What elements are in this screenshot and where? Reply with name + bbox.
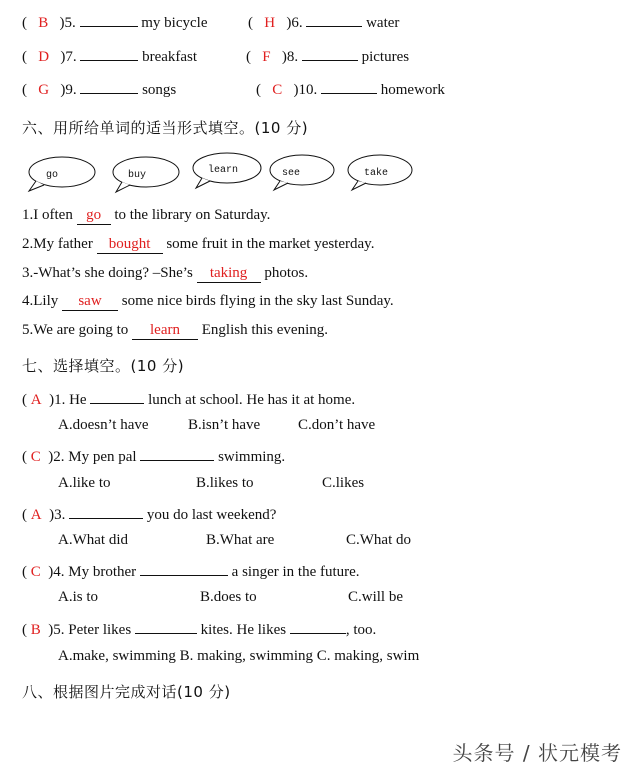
answer-letter: A <box>30 392 42 408</box>
matching-row-3-right: ( C )10. homework <box>256 79 445 99</box>
answer-letter: G <box>38 82 50 98</box>
item-number: )5. <box>59 15 76 31</box>
matching-row-2-right: ( F )8. pictures <box>246 46 409 66</box>
item-text: 2.My father <box>22 236 97 252</box>
matching-row-1: ( B )5. my bicycle <box>22 12 208 32</box>
question-text: )3. <box>49 507 70 523</box>
answer-blank: bought <box>97 236 163 254</box>
item-word: my bicycle <box>141 15 208 31</box>
choice-option-2a: A.like to <box>58 475 111 491</box>
item-word: homework <box>380 82 445 98</box>
blank-line <box>80 46 138 61</box>
choice-option-3b: B.What are <box>206 532 275 548</box>
question-text: )1. He <box>49 392 91 408</box>
bubble-word: see <box>282 168 301 179</box>
choice-option-4b: B.does to <box>200 589 257 605</box>
choice-question-5: ( B )5. Peter likes kites. He likes , too. <box>22 619 376 639</box>
item-number: )10. <box>293 82 318 98</box>
blank-line <box>135 619 197 634</box>
answer-blank: taking <box>197 265 261 283</box>
watermark: 头条号 / 状元模考 <box>452 741 622 765</box>
bubble-word: buy <box>128 170 147 181</box>
answer-letter: C <box>30 564 41 580</box>
fill-item-4 <box>22 293 394 311</box>
bubble-word: take <box>364 168 389 179</box>
blank-line <box>306 12 362 27</box>
question-text: you do last weekend? <box>143 507 277 523</box>
choice-question-1: ( A )1. He lunch at school. He has it at home. <box>22 389 355 409</box>
answer-letter: C <box>272 82 283 98</box>
item-text: 1.I often <box>22 207 77 223</box>
choice-option-2c: C.likes <box>322 475 365 491</box>
item-number: )6. <box>286 15 303 31</box>
fill-item-1 <box>22 207 270 225</box>
question-text: )4. My brother <box>48 564 140 580</box>
question-text: )5. Peter likes <box>48 622 135 638</box>
item-text: 4.Lily <box>22 293 62 309</box>
item-word: water <box>366 15 400 31</box>
choice-question-3: ( A )3. you do last weekend? <box>22 504 276 524</box>
blank-line <box>321 79 377 94</box>
fill-item-5 <box>22 322 328 340</box>
choice-question-4: ( C )4. My brother a singer in the future. <box>22 561 360 581</box>
item-word: songs <box>142 82 177 98</box>
matching-row-1-right: ( H )6. water <box>248 12 399 32</box>
choice-option-3a: A.What did <box>58 532 128 548</box>
fill-item-2 <box>22 236 374 254</box>
speech-bubble-go <box>26 154 98 196</box>
blank-line <box>90 389 144 404</box>
section-6-title: 六、用所给单词的适当形式填空。(10 分) <box>22 119 309 137</box>
blank-line <box>290 619 346 634</box>
answer-letter: B <box>38 15 49 31</box>
answer-letter: C <box>30 449 41 465</box>
speech-bubble-see <box>266 152 338 194</box>
question-text: swimming. <box>214 449 286 465</box>
speech-bubble-buy <box>110 154 182 196</box>
blank-line <box>80 79 138 94</box>
item-word: pictures <box>361 49 410 65</box>
choice-option-1a: A.doesn’t have <box>58 417 149 433</box>
question-text: kites. He likes <box>196 622 290 638</box>
section-8-title: 八、根据图片完成对话(10 分) <box>22 683 231 701</box>
answer-letter: A <box>30 507 42 523</box>
choice-option-3c: C.What do <box>346 532 411 548</box>
bubble-word: go <box>46 170 59 181</box>
answer-letter: B <box>30 622 41 638</box>
choice-question-2: ( C )2. My pen pal swimming. <box>22 446 285 466</box>
matching-row-3: ( G )9. songs <box>22 79 176 99</box>
blank-line <box>140 446 214 461</box>
question-text: )2. My pen pal <box>48 449 141 465</box>
choice-option-2b: B.likes to <box>196 475 254 491</box>
answer-blank: saw <box>62 293 118 311</box>
answer-blank: learn <box>132 322 198 340</box>
item-text: English this evening. <box>198 322 329 338</box>
choice-option-5: A.make, swimming B. making, swimming C. making, swim <box>58 648 420 664</box>
matching-row-2: ( D )7. breakfast <box>22 46 197 66</box>
question-text: lunch at school. He has it at home. <box>144 392 356 408</box>
bubble-word: learn <box>208 165 239 176</box>
item-text: some fruit in the market yesterday. <box>162 236 375 252</box>
item-number: )8. <box>281 49 299 65</box>
choice-option-1b: B.isn’t have <box>188 417 261 433</box>
item-word: breakfast <box>142 49 198 65</box>
item-number: )7. <box>60 49 77 65</box>
section-7-title: 七、选择填空。(10 分) <box>22 357 185 375</box>
answer-letter: F <box>262 49 271 65</box>
answer-blank: go <box>77 207 111 225</box>
question-text: a singer in the future. <box>227 564 360 580</box>
speech-bubble-learn <box>190 150 264 192</box>
blank-line <box>69 504 143 519</box>
item-text: photos. <box>260 265 309 281</box>
item-text: to the library on Saturday. <box>110 207 271 223</box>
choice-option-4c: C.will be <box>348 589 403 605</box>
blank-line <box>80 12 138 27</box>
item-text: 3.-What’s she doing? –She’s <box>22 265 197 281</box>
choice-option-4a: A.is to <box>58 589 99 605</box>
question-text: , too. <box>345 622 377 638</box>
item-text: some nice birds flying in the sky last Sunday. <box>118 293 394 309</box>
fill-item-3 <box>22 265 308 283</box>
item-text: 5.We are going to <box>22 322 133 338</box>
item-number: )9. <box>60 82 77 98</box>
choice-option-1c: C.don’t have <box>298 417 376 433</box>
blank-line <box>302 46 358 61</box>
speech-bubble-take <box>344 152 416 194</box>
blank-line <box>140 561 228 576</box>
answer-letter: H <box>264 15 276 31</box>
answer-letter: D <box>38 49 50 65</box>
